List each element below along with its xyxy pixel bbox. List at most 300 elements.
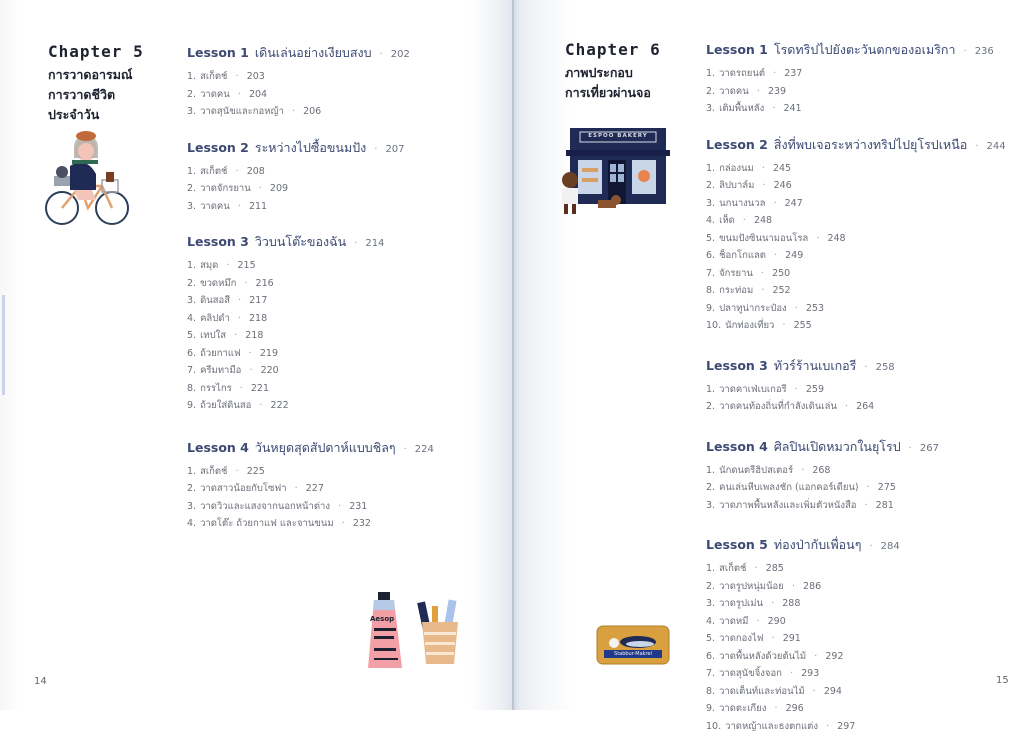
separator-dot: · — [238, 201, 241, 212]
chapter-title: Chapter 5 — [48, 42, 144, 61]
lesson-label: Lesson 2 — [187, 140, 249, 155]
separator-dot: · — [813, 686, 816, 697]
bakery-sign: ESPOO BAKERY — [580, 133, 656, 139]
item-number: 9. — [706, 703, 715, 714]
separator-dot: · — [295, 483, 298, 494]
toc-item — [706, 701, 1006, 719]
pencil-cup-illustration — [418, 600, 462, 666]
lesson-heading — [706, 437, 1006, 457]
separator-dot: · — [354, 238, 357, 249]
tin-label: Stabbur-Makrel — [604, 650, 662, 658]
toc-item — [187, 499, 434, 517]
separator-dot: · — [762, 163, 765, 174]
item-page-number: 245 — [773, 163, 791, 174]
item-page-number: 227 — [306, 483, 324, 494]
item-title: วาดจักรยาน — [200, 181, 251, 196]
item-title: วาดเต็นท์และท่อนไม้ — [719, 684, 805, 699]
hand-cream-illustration — [364, 592, 406, 672]
item-number: 7. — [706, 668, 715, 679]
chapter-subtitle-line: การเที่ยวผ่านจอ — [565, 83, 661, 103]
item-page-number: 218 — [249, 313, 267, 324]
item-number: 1. — [706, 465, 715, 476]
chapter-6-heading — [565, 40, 661, 103]
lesson-label: Lesson 4 — [187, 440, 249, 455]
item-number: 1. — [187, 260, 196, 271]
toc-item — [706, 101, 1006, 119]
item-number: 9. — [706, 303, 715, 314]
lesson-label: Lesson 1 — [187, 45, 249, 60]
item-page-number: 297 — [837, 721, 855, 732]
item-number: 8. — [706, 285, 715, 296]
item-number: 6. — [706, 250, 715, 261]
item-page-number: 286 — [803, 581, 821, 592]
page-edge-mark — [2, 295, 5, 395]
item-title: วาดคน — [719, 84, 749, 99]
item-number: 6. — [187, 348, 196, 359]
item-number: 3. — [187, 201, 196, 212]
lesson-heading — [187, 138, 434, 158]
item-number: 7. — [706, 268, 715, 279]
item-title: วาดรูปเม่น — [719, 596, 763, 611]
item-title: วาดคน — [200, 87, 230, 102]
toc-item — [706, 161, 1006, 179]
item-number: 3. — [187, 295, 196, 306]
item-title: วาดกองไฟ — [719, 631, 763, 646]
lesson-heading — [187, 232, 434, 252]
lesson-title: ท่องป่ากับเพื่อนๆ — [774, 535, 862, 555]
item-page-number: 291 — [783, 633, 801, 644]
toc-item — [187, 328, 434, 346]
separator-dot: · — [772, 103, 775, 114]
item-title: ช็อกโกแลต — [719, 248, 766, 263]
lesson-heading — [706, 535, 1006, 555]
separator-dot: · — [259, 183, 262, 194]
separator-dot: · — [342, 518, 345, 529]
item-title: กรรไกร — [200, 381, 232, 396]
separator-dot: · — [964, 46, 967, 57]
toc-item — [187, 464, 434, 482]
item-page-number: 209 — [270, 183, 288, 194]
toc-item — [706, 382, 1006, 400]
separator-dot: · — [404, 444, 407, 455]
lesson-label: Lesson 1 — [706, 42, 768, 57]
toc-item — [706, 301, 1006, 319]
separator-dot: · — [238, 295, 241, 306]
item-number: 2. — [187, 183, 196, 194]
lesson-page-number: 267 — [920, 443, 939, 454]
item-number: 10. — [706, 320, 721, 331]
chapter-subtitle-line: การวาดชีวิต — [48, 85, 144, 105]
item-title: จักรยาน — [719, 266, 753, 281]
toc-item — [706, 561, 1006, 579]
toc-item — [187, 181, 434, 199]
item-title: ดินสอสี — [200, 293, 230, 308]
item-title: ถ้วยกาแฟ — [200, 346, 241, 361]
separator-dot: · — [244, 278, 247, 289]
item-number: 4. — [187, 518, 196, 529]
item-number: 6. — [706, 651, 715, 662]
lesson-title: สิ่งที่พบเจอระหว่างทริปไปยุโรปเหนือ — [774, 135, 967, 155]
toc-item — [187, 398, 434, 416]
separator-dot: · — [374, 144, 377, 155]
item-number: 2. — [706, 401, 715, 412]
lesson-section — [187, 438, 434, 534]
item-page-number: 232 — [353, 518, 371, 529]
item-title: ลิปบาล์ม — [719, 178, 754, 193]
separator-dot: · — [238, 313, 241, 324]
item-number: 3. — [187, 501, 196, 512]
item-page-number: 288 — [782, 598, 800, 609]
separator-dot: · — [762, 180, 765, 191]
item-title: วาดหมี — [719, 614, 748, 629]
lesson-title: ทัวร์ร้านเบเกอรี — [774, 356, 857, 376]
separator-dot: · — [743, 215, 746, 226]
item-title: วาดโต๊ะ ถ้วยกาแฟ และจานขนม — [200, 516, 334, 531]
item-page-number: 255 — [794, 320, 812, 331]
left-page — [0, 0, 514, 710]
item-number: 3. — [706, 103, 715, 114]
toc-item — [706, 213, 1006, 231]
toc-item — [187, 516, 434, 534]
toc-item — [706, 614, 1006, 632]
toc-item — [187, 311, 434, 329]
item-number: 2. — [706, 180, 715, 191]
separator-dot: · — [756, 616, 759, 627]
lesson-section — [706, 356, 1006, 417]
item-title: นักดนตรีฮิปสเตอร์ — [719, 463, 793, 478]
item-page-number: 219 — [260, 348, 278, 359]
item-page-number: 231 — [349, 501, 367, 512]
page-number: 15 — [996, 675, 1009, 686]
lesson-page-number: 258 — [876, 362, 895, 373]
item-page-number: 290 — [768, 616, 786, 627]
separator-dot: · — [773, 68, 776, 79]
lesson-heading — [706, 356, 1006, 376]
item-page-number: 211 — [249, 201, 267, 212]
item-page-number: 248 — [754, 215, 772, 226]
page-number: 14 — [34, 676, 47, 687]
item-page-number: 222 — [271, 400, 289, 411]
toc-item — [706, 248, 1006, 266]
lesson-title: เดินเล่นอย่างเงียบสงบ — [255, 43, 372, 63]
item-number: 2. — [706, 86, 715, 97]
toc-item — [187, 381, 434, 399]
lesson-section — [706, 535, 1006, 736]
separator-dot: · — [755, 563, 758, 574]
item-page-number: 225 — [247, 466, 265, 477]
lesson-page-number: 284 — [881, 541, 900, 552]
separator-dot: · — [792, 581, 795, 592]
item-title: คนเล่นหีบเพลงชัก (แอกคอร์เดียน) — [719, 480, 859, 495]
lesson-title: โรดทริปไปยังตะวันตกของอเมริกา — [774, 40, 956, 60]
toc-item — [187, 199, 434, 217]
separator-dot: · — [259, 400, 262, 411]
item-title: วาดคนท้องถิ่นที่กำลังเดินเล่น — [719, 399, 837, 414]
item-title: วาดภาพพื้นหลังและเพิ่มตัวหนังสือ — [719, 498, 856, 513]
toc-item — [706, 196, 1006, 214]
separator-dot: · — [864, 500, 867, 511]
lesson-page-number: 207 — [385, 144, 404, 155]
separator-dot: · — [909, 443, 912, 454]
lesson-section — [706, 135, 1006, 336]
item-page-number: 292 — [825, 651, 843, 662]
chapter-5-toc — [187, 43, 434, 534]
separator-dot: · — [790, 668, 793, 679]
toc-item — [706, 649, 1006, 667]
separator-dot: · — [761, 268, 764, 279]
item-number: 2. — [187, 89, 196, 100]
separator-dot: · — [845, 401, 848, 412]
item-page-number: 208 — [247, 166, 265, 177]
item-title: วาดคน — [200, 199, 230, 214]
item-number: 5. — [706, 233, 715, 244]
separator-dot: · — [774, 250, 777, 261]
lesson-section — [706, 437, 1006, 516]
item-title: วาดสุนัขจิ้งจอก — [719, 666, 782, 681]
separator-dot: · — [795, 384, 798, 395]
separator-dot: · — [782, 320, 785, 331]
item-number: 1. — [706, 68, 715, 79]
lesson-section — [706, 40, 1006, 119]
lesson-heading — [706, 135, 1006, 155]
toc-item — [706, 84, 1006, 102]
separator-dot: · — [814, 651, 817, 662]
separator-dot: · — [236, 166, 239, 177]
item-title: เทปใส — [200, 328, 226, 343]
item-number: 1. — [187, 466, 196, 477]
separator-dot: · — [236, 71, 239, 82]
item-number: 2. — [187, 483, 196, 494]
chapter-6-toc — [706, 40, 1006, 736]
toc-item — [187, 87, 434, 105]
toc-item — [187, 481, 434, 499]
item-page-number: 281 — [876, 500, 894, 511]
toc-item — [706, 480, 1006, 498]
lesson-heading — [706, 40, 1006, 60]
item-page-number: 203 — [247, 71, 265, 82]
item-title: วาดสุนัขและกอหญ้า — [200, 104, 284, 119]
separator-dot: · — [771, 598, 774, 609]
toc-item — [706, 318, 1006, 336]
chapter-subtitle-line: ประจำวัน — [48, 105, 144, 125]
item-title: ครีมทามือ — [200, 363, 241, 378]
toc-item — [187, 69, 434, 87]
item-title: นักท่องเที่ยว — [725, 318, 774, 333]
toc-item — [706, 399, 1006, 417]
separator-dot: · — [240, 383, 243, 394]
item-page-number: 259 — [806, 384, 824, 395]
lesson-page-number: 214 — [365, 238, 384, 249]
toc-item — [706, 463, 1006, 481]
lesson-title: วิวบนโต๊ะของฉัน — [255, 232, 346, 252]
lesson-heading — [187, 438, 434, 458]
bakery-illustration — [558, 124, 670, 216]
separator-dot: · — [338, 501, 341, 512]
item-number: 3. — [706, 198, 715, 209]
item-title: สเก็ตช์ — [200, 69, 227, 84]
item-page-number: 294 — [824, 686, 842, 697]
item-page-number: 296 — [786, 703, 804, 714]
lesson-page-number: 202 — [391, 49, 410, 60]
item-title: นกนางนวล — [719, 196, 765, 211]
item-page-number: 237 — [784, 68, 802, 79]
lesson-section — [187, 232, 434, 416]
toc-item — [706, 579, 1006, 597]
item-page-number: 248 — [827, 233, 845, 244]
toc-item — [187, 276, 434, 294]
item-title: สเก็ตช์ — [200, 164, 227, 179]
toc-item — [187, 164, 434, 182]
item-number: 1. — [706, 163, 715, 174]
item-page-number: 250 — [772, 268, 790, 279]
toc-item — [706, 231, 1006, 249]
lesson-section — [187, 43, 434, 122]
item-number: 4. — [187, 313, 196, 324]
lesson-title: วันหยุดสุดสัปดาห์แบบชิลๆ — [255, 438, 396, 458]
toc-item — [187, 363, 434, 381]
separator-dot: · — [761, 285, 764, 296]
chapter-subtitle-line: ภาพประกอบ — [565, 63, 661, 83]
item-page-number: 252 — [772, 285, 790, 296]
chapter-subtitle-line: การวาดอารมณ์ — [48, 65, 144, 85]
item-title: วาดวิวและแสงจากนอกหน้าต่าง — [200, 499, 330, 514]
chapter-5-heading — [48, 42, 144, 125]
item-number: 4. — [706, 616, 715, 627]
separator-dot: · — [234, 330, 237, 341]
item-title: กล่องนม — [719, 161, 754, 176]
toc-item — [706, 498, 1006, 516]
lesson-label: Lesson 4 — [706, 439, 768, 454]
separator-dot: · — [292, 106, 295, 117]
item-page-number: 241 — [783, 103, 801, 114]
item-number: 1. — [187, 71, 196, 82]
item-number: 2. — [706, 482, 715, 493]
item-page-number: 239 — [768, 86, 786, 97]
item-number: 7. — [187, 365, 196, 376]
lesson-page-number: 244 — [986, 141, 1005, 152]
item-title: เติมพื้นหลัง — [719, 101, 764, 116]
toc-item — [187, 258, 434, 276]
lesson-title: ศิลปินเปิดหมวกในยุโรป — [774, 437, 901, 457]
item-title: วาดตะเกียง — [719, 701, 766, 716]
lesson-label: Lesson 2 — [706, 137, 768, 152]
item-title: กระท่อม — [719, 283, 753, 298]
sardine-tin-illustration — [596, 625, 670, 665]
item-number: 10. — [706, 721, 721, 732]
item-number: 1. — [706, 384, 715, 395]
separator-dot: · — [975, 141, 978, 152]
item-title: สเก็ตช์ — [719, 561, 746, 576]
lesson-label: Lesson 3 — [187, 234, 249, 249]
separator-dot: · — [757, 86, 760, 97]
item-number: 2. — [187, 278, 196, 289]
item-page-number: 206 — [303, 106, 321, 117]
separator-dot: · — [773, 198, 776, 209]
item-number: 1. — [187, 166, 196, 177]
item-title: วาดพื้นหลังด้วยต้นไม้ — [719, 649, 806, 664]
separator-dot: · — [236, 466, 239, 477]
item-number: 9. — [187, 400, 196, 411]
separator-dot: · — [867, 482, 870, 493]
lesson-label: Lesson 3 — [706, 358, 768, 373]
item-title: วาดหญ้าและธงตกแต่ง — [725, 719, 818, 734]
toc-item — [706, 66, 1006, 84]
item-title: สมุด — [200, 258, 218, 273]
separator-dot: · — [826, 721, 829, 732]
item-title: ปลาทูน่ากระป๋อง — [719, 301, 787, 316]
item-page-number: 285 — [766, 563, 784, 574]
item-title: คลิปดำ — [200, 311, 230, 326]
toc-item — [706, 596, 1006, 614]
separator-dot: · — [380, 49, 383, 60]
item-number: 8. — [187, 383, 196, 394]
item-number: 8. — [706, 686, 715, 697]
item-page-number: 268 — [812, 465, 830, 476]
item-page-number: 249 — [785, 250, 803, 261]
item-number: 3. — [187, 106, 196, 117]
item-title: ถ้วยใส่ดินสอ — [200, 398, 251, 413]
item-number: 2. — [706, 581, 715, 592]
item-page-number: 218 — [245, 330, 263, 341]
separator-dot: · — [801, 465, 804, 476]
separator-dot: · — [772, 633, 775, 644]
lesson-heading — [187, 43, 434, 63]
chapter-title: Chapter 6 — [565, 40, 661, 59]
toc-item — [706, 266, 1006, 284]
item-number: 3. — [706, 598, 715, 609]
item-page-number: 246 — [774, 180, 792, 191]
item-page-number: 247 — [785, 198, 803, 209]
item-title: สเก็ตช์ — [200, 464, 227, 479]
separator-dot: · — [795, 303, 798, 314]
separator-dot: · — [249, 348, 252, 359]
toc-item — [706, 666, 1006, 684]
toc-item — [706, 719, 1006, 736]
item-page-number: 264 — [856, 401, 874, 412]
item-page-number: 216 — [256, 278, 274, 289]
toc-item — [706, 178, 1006, 196]
separator-dot: · — [226, 260, 229, 271]
item-title: เห็ด — [719, 213, 735, 228]
item-title: ขวดหมึก — [200, 276, 236, 291]
item-page-number: 204 — [249, 89, 267, 100]
separator-dot: · — [864, 362, 867, 373]
item-title: วาดสาวน้อยกับโซฟา — [200, 481, 286, 496]
toc-item — [187, 293, 434, 311]
separator-dot: · — [816, 233, 819, 244]
item-number: 5. — [187, 330, 196, 341]
item-title: วาดคาเฟ่เบเกอรี — [719, 382, 787, 397]
cyclist-illustration — [40, 130, 132, 228]
item-page-number: 220 — [261, 365, 279, 376]
toc-item — [706, 631, 1006, 649]
item-page-number: 217 — [249, 295, 267, 306]
right-page — [514, 0, 1024, 710]
toc-item — [187, 346, 434, 364]
lesson-page-number: 224 — [415, 444, 434, 455]
item-page-number: 253 — [806, 303, 824, 314]
item-number: 4. — [706, 215, 715, 226]
item-number: 5. — [706, 633, 715, 644]
separator-dot: · — [869, 541, 872, 552]
toc-item — [706, 684, 1006, 702]
item-page-number: 215 — [238, 260, 256, 271]
lesson-label: Lesson 5 — [706, 537, 768, 552]
hand-cream-label: Aesop — [370, 615, 394, 623]
separator-dot: · — [774, 703, 777, 714]
item-page-number: 293 — [801, 668, 819, 679]
toc-item — [706, 283, 1006, 301]
